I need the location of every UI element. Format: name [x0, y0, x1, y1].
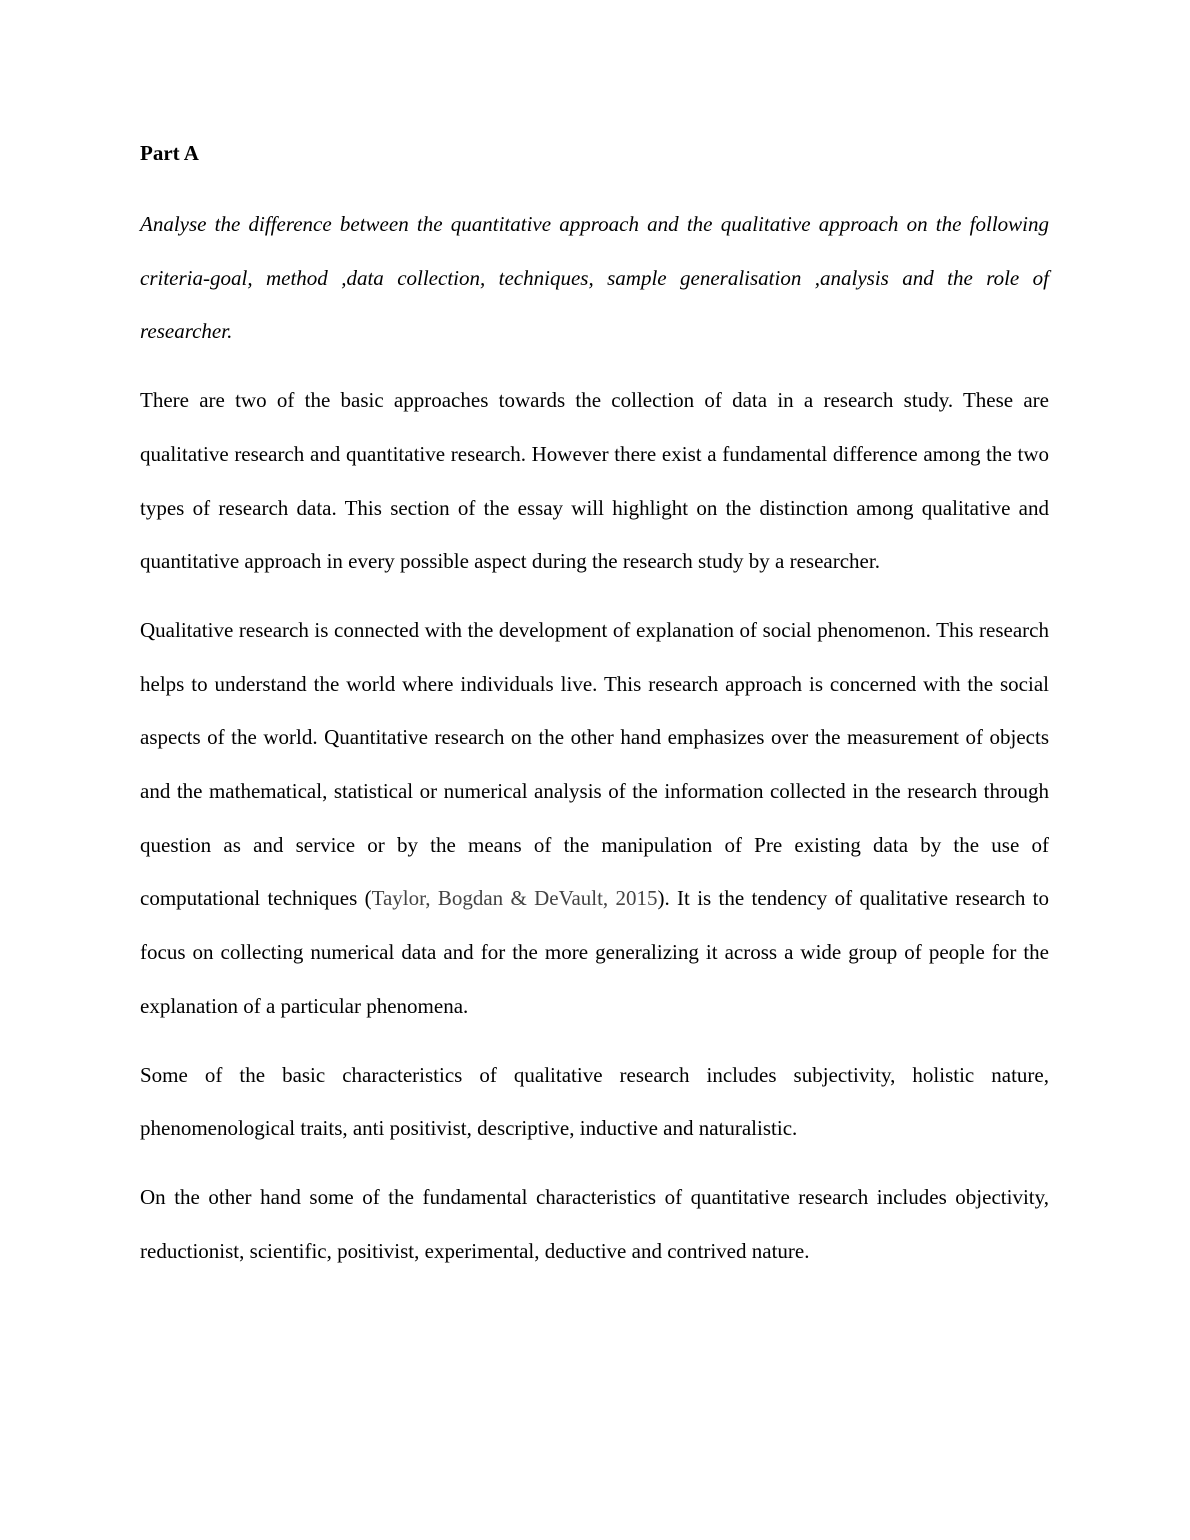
paragraph-text: Qualitative research is connected with the development of explanation of social phenomenon. This research helps to understand the world where individuals live. This research approach is concerned with the social aspects of the world. Quantitative research on the other hand emphasizes over the measurement of objects and the mathematical, statistical or numerical analysis of the information collected in the research through question as and service or by the means of the manipulation of Pre existing data by the use of computational techniques ( [140, 617, 1049, 911]
paragraph-text-continued: ). It is the tendency of qualitative research to focus on collecting numerical data and for the more generalizing it across a wide group of people for the explanation of a particular phenomena. [140, 886, 1049, 1018]
document-page [140, 138, 1049, 1293]
quantitative-characteristics-paragraph: On the other hand some of the fundamental characteristics of quantitative research includes objectivity, reductionist, scientific, positivist, experimental, deductive and contrived nature. [140, 1184, 1049, 1263]
intro-paragraph: There are two of the basic approaches towards the collection of data in a research study. These are qualitative research and quantitative research. However there exist a fundamental difference among the two types of research data. This section of the essay will highlight on the distinction among qualitative and quantitative approach in every possible aspect during the research study by a researcher. [140, 388, 1049, 574]
citation: Taylor, Bogdan & DeVault, 2015 [371, 886, 658, 911]
qualitative-characteristics-paragraph: Some of the basic characteristics of qualitative research includes subjectivity, holistic nature, phenomenological traits, anti positivist, descriptive, inductive and naturalistic. [140, 1062, 1049, 1141]
question-paragraph: Analyse the difference between the quantitative approach and the qualitative approach on the following criteria-goal, method ,data collection, techniques, sample generalisation ,analysis and the role of researcher. [140, 212, 1049, 344]
approach-comparison-paragraph [140, 604, 1049, 1034]
section-heading: Part A [140, 141, 199, 165]
